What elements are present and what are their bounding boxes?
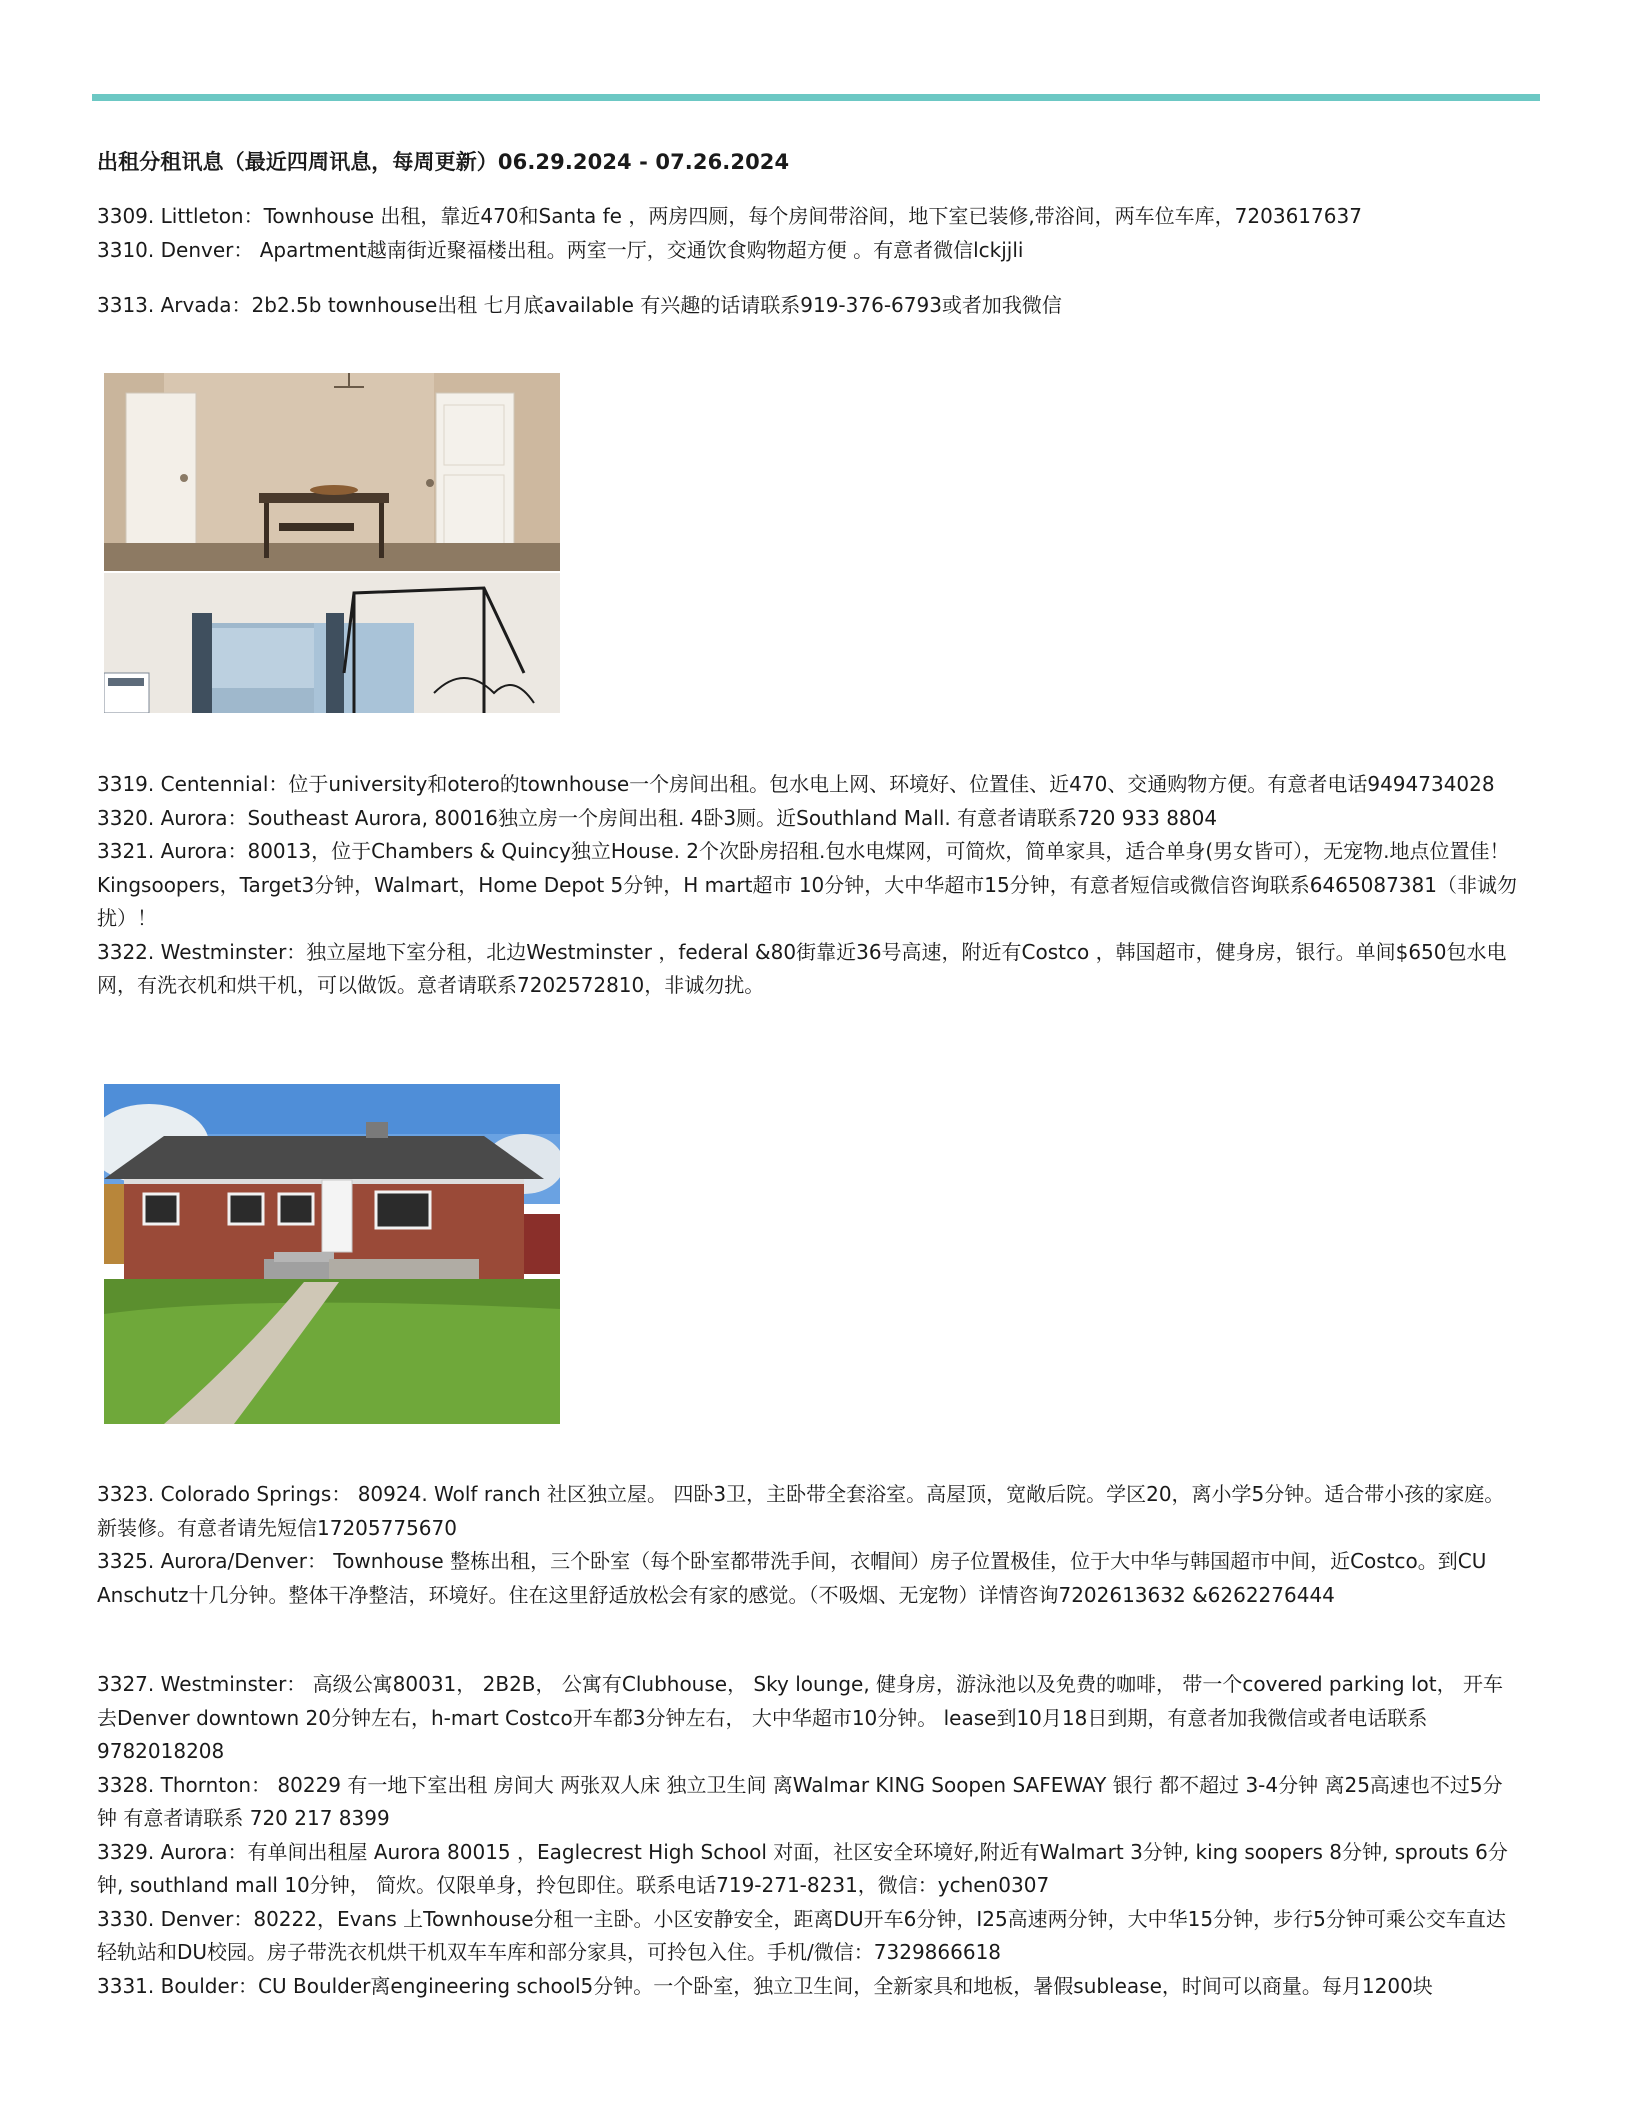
listing-3325: 3325. Aurora/Denver： Townhouse 整栋出租，三个卧室（每个卧室都带洗手间，衣帽间）房子位置极佳，位于大中华与韩国超市中间，近Costco。到CU Anschutz十几分钟。整体干净整洁，环境好。住在这里舒适放松会有家的感觉。（不吸烟、无宠物）详情咨询7202613632 &6262276444	[97, 1549, 1487, 1607]
listing-3328: 3328. Thornton： 80229 有一地下室出租 房间大 两张双人床 独立卫生间 离Walmar KING Soopen SAFEWAY 银行 都不超过 3-4分钟 离25高速也不过5分钟 有意者请联系 720 217 8399	[97, 1772, 1503, 1830]
listing-3330: 3330. Denver：80222，Evans 上Townhouse分租一主卧。小区安静安全，距离DU开车6分钟，I25高速两分钟，大中华15分钟，步行5分钟可乘公交车直达轻轨站和DU校园。房子带洗衣机烘干机双车车库和部分家具，可拎包入住。手机/微信：7329866618	[97, 1906, 1506, 1964]
listing-photo-house	[104, 1084, 560, 1424]
listing-group-5	[97, 1668, 1517, 2003]
listing-3320: 3320. Aurora：Southeast Aurora, 80016独立房一个房间出租. 4卧3厕。近Southland Mall. 有意者请联系720 933 8804	[97, 805, 1218, 830]
listing-photo-interior	[104, 373, 560, 713]
listing-3327: 3327. Westminster： 高级公寓80031， 2B2B， 公寓有Clubhouse， Sky lounge, 健身房，游泳池以及免费的咖啡， 带一个covered parking lot， 开车去Denver downtown 20分钟左右，h-mart Costco开车都3分钟左右， 大中华超市10分钟。 lease到10月18日到期，有意者加我微信或者电话联系9782018208	[97, 1672, 1503, 1763]
listing-3323: 3323. Colorado Springs： 80924. Wolf ranch 社区独立屋。 四卧3卫，主卧带全套浴室。高屋顶，宽敞后院。学区20，离小学5分钟。适合带小孩的家庭。新装修。有意者请先短信17205775670	[97, 1482, 1505, 1540]
listing-group-2	[97, 289, 1517, 323]
listing-group-3	[97, 768, 1517, 1003]
listing-3310: 3310. Denver： Apartment越南街近聚福楼出租。两室一厅，交通饮食购物超方便 。有意者微信lckjjli	[97, 237, 1024, 262]
listing-3331: 3331. Boulder：CU Boulder离engineering school5分钟。一个卧室，独立卫生间，全新家具和地板，暑假sublease，时间可以商量。每月1200块	[97, 1973, 1433, 1998]
listing-3321: 3321. Aurora：80013，位于Chambers & Quincy独立House. 2个次卧房招租.包水电煤网，可简炊，简单家具，适合单身(男女皆可），无宠物.地点位置佳！Kingsoopers，Target3分钟，Walmart，Home Depot 5分钟，H mart超市 10分钟，大中华超市15分钟，有意者短信或微信咨询联系6465087381（非诚勿扰）！	[97, 839, 1517, 930]
header-rule	[92, 94, 1540, 101]
listing-3313: 3313. Arvada：2b2.5b townhouse出租 七月底available 有兴趣的话请联系919-376-6793或者加我微信	[97, 293, 1062, 317]
listing-group-1	[97, 200, 1517, 267]
listing-group-4	[97, 1478, 1517, 1612]
listing-3309: 3309. Littleton：Townhouse 出租，靠近470和Santa fe ，两房四厕，每个房间带浴间，地下室已装修,带浴间，两车位车库，7203617637	[97, 204, 1362, 228]
listing-3329: 3329. Aurora：有单间出租屋 Aurora 80015 ，Eaglecrest High School 对面，社区安全环境好,附近有Walmart 3分钟, king soopers 8分钟, sprouts 6分钟, southland mall 10分钟， 简炊。仅限单身，拎包即住。联系电话719-271-8231，微信：ychen0307	[97, 1839, 1508, 1897]
listing-3319: 3319. Centennial：位于university和otero的townhouse一个房间出租。包水电上网、环境好、位置佳、近470、交通购物方便。有意者电话9494734028	[97, 772, 1495, 796]
listing-3322: 3322. Westminster：独立屋地下室分租，北边Westminster ，federal &80街靠近36号高速，附近有Costco ，韩国超市，健身房，银行。单间$650包水电网，有洗衣机和烘干机，可以做饭。意者请联系7202572810，非诚勿扰。	[97, 939, 1507, 997]
page-title: 出租分租讯息（最近四周讯息，每周更新）06.29.2024 - 07.26.2024	[97, 150, 790, 174]
